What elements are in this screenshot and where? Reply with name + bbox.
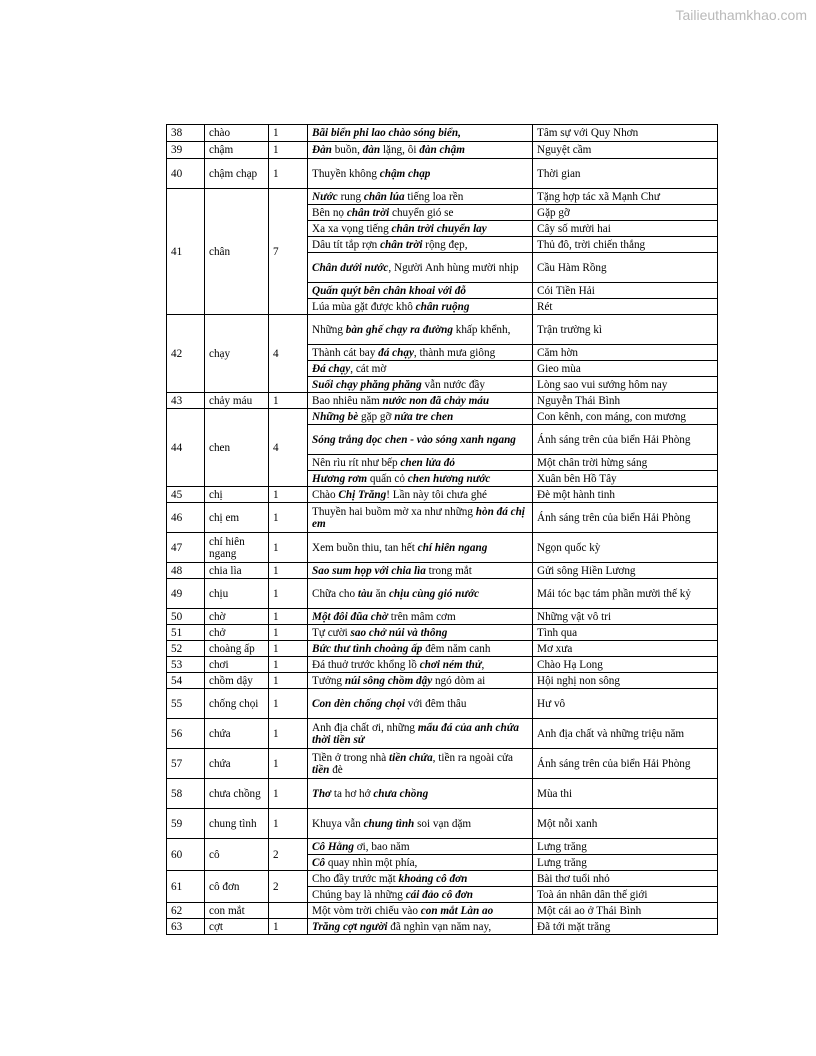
poem-source: Tặng hợp tác xã Mạnh Chư — [533, 189, 718, 205]
entry-number: 58 — [167, 779, 205, 809]
entry-word: chứa — [205, 719, 269, 749]
example-text: gặp gỡ — [358, 410, 395, 423]
example-text: Tiền ở trong nhà — [312, 751, 389, 764]
highlighted-phrase: Trăng cợt người — [312, 920, 388, 933]
entry-number: 62 — [167, 903, 205, 919]
poem-source: Ngọn quốc kỳ — [533, 533, 718, 563]
table-row — [167, 903, 718, 919]
entry-count: 1 — [269, 579, 308, 609]
example-line — [308, 345, 533, 361]
table-row — [167, 503, 718, 533]
poem-source: Cây số mười hai — [533, 221, 718, 237]
entry-word: chảy máu — [205, 393, 269, 409]
entry-word: chị — [205, 487, 269, 503]
table-row — [167, 533, 718, 563]
entry-word: chống chọi — [205, 689, 269, 719]
example-text: Thuyền không — [312, 167, 380, 180]
table-row — [167, 142, 718, 159]
table-row — [167, 579, 718, 609]
highlighted-phrase: chen lửa đỏ — [400, 456, 455, 469]
table-row — [167, 871, 718, 887]
poem-source: Ánh sáng trên của biển Hải Phòng — [533, 425, 718, 455]
table-row — [167, 641, 718, 657]
example-line — [308, 125, 533, 142]
example-text: , — [481, 658, 485, 671]
poem-source: Mùa thi — [533, 779, 718, 809]
entry-word: chân — [205, 189, 269, 315]
table-row — [167, 919, 718, 935]
entry-number: 40 — [167, 159, 205, 189]
poem-source: Một chân trời hừng sáng — [533, 455, 718, 471]
highlighted-phrase: mẩu đá của anh chứa thời tiền sử — [312, 721, 520, 746]
highlighted-phrase: bàn ghế chạy ra đường — [345, 323, 453, 336]
entry-number: 59 — [167, 809, 205, 839]
example-line — [308, 189, 533, 205]
example-text: Xem buồn thiu, tan hết — [312, 541, 418, 554]
highlighted-phrase: Hương rơm — [312, 472, 368, 485]
example-text: Thành cát bay — [312, 346, 379, 359]
entry-number: 42 — [167, 315, 205, 393]
table-row — [167, 779, 718, 809]
entry-word: chạy — [205, 315, 269, 393]
example-line — [308, 425, 533, 455]
poem-source: Gửi sông Hiền Lương — [533, 563, 718, 579]
example-text: vẫn nước đầy — [421, 378, 485, 391]
entry-count: 4 — [269, 409, 308, 487]
entry-number: 55 — [167, 689, 205, 719]
highlighted-phrase: Quấn quýt bên chân khoai với đỗ — [312, 284, 466, 297]
entry-count: 1 — [269, 719, 308, 749]
highlighted-phrase: đàn chậm — [419, 144, 465, 156]
highlighted-phrase: Một đôi đũa chờ — [312, 610, 388, 623]
poem-source: Hư vô — [533, 689, 718, 719]
example-line — [308, 142, 533, 159]
poem-source: Xuân bên Hồ Tây — [533, 471, 718, 487]
vocabulary-table-body — [167, 125, 718, 935]
highlighted-phrase: Sao sum họp với chia lìa — [312, 564, 426, 577]
highlighted-phrase: chân trời chuyển lay — [391, 222, 487, 235]
example-text: Lúa mùa gặt được khô — [312, 300, 416, 313]
entry-number: 47 — [167, 533, 205, 563]
entry-number: 51 — [167, 625, 205, 641]
entry-count: 1 — [269, 609, 308, 625]
example-line — [308, 779, 533, 809]
highlighted-phrase: chân trời — [346, 206, 390, 219]
highlighted-phrase: Đàn — [312, 144, 332, 156]
poem-source: Gieo mùa — [533, 361, 718, 377]
example-text: Nên rìu rít như bếp — [312, 456, 401, 469]
example-line — [308, 393, 533, 409]
poem-source: Tình qua — [533, 625, 718, 641]
example-text: Bên nọ — [312, 206, 347, 219]
example-line — [308, 487, 533, 503]
example-text: ! Lần này tôi chưa ghé — [386, 488, 488, 501]
example-line — [308, 299, 533, 315]
example-line — [308, 455, 533, 471]
example-text: Dâu tít tắp rợn — [312, 238, 381, 251]
example-text: với đêm thâu — [404, 697, 467, 710]
example-line — [308, 503, 533, 533]
example-line — [308, 283, 533, 299]
poem-source: Cầu Hàm Rồng — [533, 253, 718, 283]
example-line — [308, 409, 533, 425]
entry-word: chào — [205, 125, 269, 142]
table-row — [167, 315, 718, 345]
example-text: , Người Anh hùng mười nhịp — [388, 261, 519, 274]
highlighted-phrase: Suối chạy phăng phăng — [312, 378, 422, 391]
highlighted-phrase: tiền chứa — [388, 751, 433, 764]
highlighted-phrase: chân trời — [380, 238, 423, 251]
highlighted-phrase: tiền — [312, 763, 330, 776]
example-line — [308, 673, 533, 689]
example-line — [308, 237, 533, 253]
highlighted-phrase: Cô — [312, 856, 326, 869]
table-row — [167, 487, 718, 503]
entry-count: 1 — [269, 125, 308, 142]
example-line — [308, 657, 533, 673]
highlighted-phrase: Nước — [312, 190, 338, 203]
entry-word: choàng ấp — [205, 641, 269, 657]
poem-source: Đã tới mặt trăng — [533, 919, 718, 935]
example-text: đã nghìn vạn năm nay, — [387, 920, 492, 933]
poem-source: Thời gian — [533, 159, 718, 189]
poem-source: Trận trường kì — [533, 315, 718, 345]
example-text: rộng đẹp, — [422, 238, 468, 251]
highlighted-phrase: chịu cùng gió nước — [388, 587, 480, 600]
example-line — [308, 315, 533, 345]
entry-number: 41 — [167, 189, 205, 315]
entry-count: 7 — [269, 189, 308, 315]
example-line — [308, 871, 533, 887]
example-line — [308, 533, 533, 563]
highlighted-phrase: chưa chồng — [373, 787, 429, 800]
entry-word: chung tình — [205, 809, 269, 839]
example-line — [308, 377, 533, 393]
highlighted-phrase: nước non đã chảy máu — [382, 394, 490, 407]
example-text: ta hơ hớ — [331, 787, 374, 800]
example-line — [308, 221, 533, 237]
entry-word: cô — [205, 839, 269, 871]
vocabulary-table — [166, 124, 718, 935]
example-text: Khuya vẫn — [312, 817, 364, 830]
example-text: , tiền ra ngoài cửa — [432, 751, 513, 764]
example-line — [308, 887, 533, 903]
example-line — [308, 719, 533, 749]
entry-word: chịu — [205, 579, 269, 609]
example-text: Thuyền hai buồm mờ xa như những — [312, 505, 476, 518]
table-row — [167, 625, 718, 641]
example-text: chuyển gió se — [389, 206, 454, 219]
entry-word: chen — [205, 409, 269, 487]
table-row — [167, 749, 718, 779]
entry-word: chậm — [205, 142, 269, 159]
example-text: soi vạn dặm — [414, 817, 472, 830]
highlighted-phrase: cái đảo cô đơn — [405, 888, 473, 901]
entry-word: chậm chạp — [205, 159, 269, 189]
example-text: , thành mưa giông — [413, 346, 496, 359]
entry-word: chí hiên ngang — [205, 533, 269, 563]
poem-source: Ánh sáng trên của biển Hải Phòng — [533, 749, 718, 779]
entry-word: chở — [205, 625, 269, 641]
example-text: quấn cỏ — [367, 472, 408, 485]
entry-count: 1 — [269, 641, 308, 657]
poem-source: Mái tóc bạc tám phần mười thế kỷ — [533, 579, 718, 609]
entry-number: 48 — [167, 563, 205, 579]
watermark-text: Tailieuthamkhao.com — [675, 7, 807, 23]
example-text: ăn — [372, 587, 389, 600]
example-text: Tự cười — [312, 626, 351, 639]
entry-word: con mắt — [205, 903, 269, 919]
entry-count: 2 — [269, 871, 308, 903]
example-line — [308, 839, 533, 855]
poem-source: Một cái ao ở Thái Bình — [533, 903, 718, 919]
table-row — [167, 719, 718, 749]
highlighted-phrase: đàn — [362, 144, 381, 156]
table-row — [167, 189, 718, 205]
poem-source: Đè một hành tinh — [533, 487, 718, 503]
highlighted-phrase: con mắt Làn ao — [420, 904, 494, 917]
table-row — [167, 125, 718, 142]
entry-number: 43 — [167, 393, 205, 409]
highlighted-phrase: chí hiên ngang — [417, 541, 488, 554]
highlighted-phrase: núi sông chồm dậy — [344, 674, 433, 687]
table-row — [167, 673, 718, 689]
entry-number: 49 — [167, 579, 205, 609]
entry-count: 4 — [269, 315, 308, 393]
poem-source: Nguyệt cầm — [533, 142, 718, 159]
example-line — [308, 361, 533, 377]
example-text: Đá thuở trước khổng lồ — [312, 658, 420, 671]
example-line — [308, 253, 533, 283]
example-text: ngó dòm ai — [432, 674, 486, 687]
entry-number: 46 — [167, 503, 205, 533]
poem-source: Gặp gỡ — [533, 205, 718, 221]
poem-source: Căm hờn — [533, 345, 718, 361]
example-text: Cho đầy trước mặt — [312, 872, 399, 885]
entry-count: 1 — [269, 809, 308, 839]
example-line — [308, 749, 533, 779]
example-text: đè — [329, 763, 343, 776]
entry-number: 56 — [167, 719, 205, 749]
entry-word: chơi — [205, 657, 269, 673]
example-text: khấp khểnh, — [452, 323, 511, 336]
example-line — [308, 625, 533, 641]
highlighted-phrase: nứa tre chen — [394, 410, 454, 423]
highlighted-phrase: chậm chạp — [379, 167, 431, 180]
highlighted-phrase: chân lúa — [363, 190, 405, 203]
entry-word: chị em — [205, 503, 269, 533]
entry-number: 54 — [167, 673, 205, 689]
entry-count: 1 — [269, 563, 308, 579]
entry-word: chưa chồng — [205, 779, 269, 809]
poem-source: Chào Hạ Long — [533, 657, 718, 673]
highlighted-phrase: Thơ — [312, 787, 332, 800]
example-line — [308, 205, 533, 221]
entry-count: 1 — [269, 159, 308, 189]
example-text: trong mắt — [425, 564, 472, 577]
poem-source: Lưng trăng — [533, 855, 718, 871]
example-line — [308, 579, 533, 609]
highlighted-phrase: Bãi biển phi lao chào sóng biển, — [312, 127, 461, 139]
example-text: Những — [312, 323, 346, 336]
entry-number: 44 — [167, 409, 205, 487]
example-text: lặng, ôi — [380, 144, 420, 156]
highlighted-phrase: Đá chạy — [312, 362, 351, 375]
highlighted-phrase: Cô Hằng — [312, 840, 354, 853]
poem-source: Một nỗi xanh — [533, 809, 718, 839]
example-line — [308, 159, 533, 189]
example-text: đêm năm canh — [422, 642, 491, 655]
poem-source: Tâm sự với Quy Nhơn — [533, 125, 718, 142]
example-text: Một vòm trời chiếu vào — [312, 904, 421, 917]
highlighted-phrase: chơi ném thử — [419, 658, 482, 671]
poem-source: Bài thơ tuổi nhỏ — [533, 871, 718, 887]
highlighted-phrase: Chân dưới nước — [312, 261, 389, 274]
highlighted-phrase: tàu — [357, 587, 373, 600]
table-row — [167, 159, 718, 189]
entry-count: 1 — [269, 657, 308, 673]
poem-source: Lòng sao vui sướng hôm nay — [533, 377, 718, 393]
example-line — [308, 641, 533, 657]
example-text: Tưởng — [312, 674, 345, 687]
highlighted-phrase: Những bè — [312, 410, 359, 423]
entry-number: 60 — [167, 839, 205, 871]
example-line — [308, 609, 533, 625]
table-row — [167, 839, 718, 855]
entry-number: 38 — [167, 125, 205, 142]
highlighted-phrase: khoảng cô đơn — [398, 872, 468, 885]
entry-number: 50 — [167, 609, 205, 625]
entry-number: 52 — [167, 641, 205, 657]
highlighted-phrase: chen hương nước — [407, 472, 491, 485]
example-text: ơi, bao năm — [353, 840, 410, 853]
table-row — [167, 689, 718, 719]
poem-source: Những vật vô tri — [533, 609, 718, 625]
entry-count: 1 — [269, 503, 308, 533]
entry-count: 1 — [269, 689, 308, 719]
highlighted-phrase: Chị Trăng — [338, 488, 387, 501]
entry-count: 1 — [269, 749, 308, 779]
entry-word: chờ — [205, 609, 269, 625]
example-line — [308, 855, 533, 871]
poem-source: Hội nghị non sông — [533, 673, 718, 689]
poem-source: Anh địa chất và những triệu năm — [533, 719, 718, 749]
example-text: buồn, — [331, 144, 363, 156]
example-text: tiếng loa rền — [404, 190, 464, 203]
highlighted-phrase: chung tình — [363, 817, 415, 830]
entry-count: 1 — [269, 919, 308, 935]
example-text: Chúng bay là những — [312, 888, 406, 901]
entry-count: 1 — [269, 625, 308, 641]
poem-source: Con kênh, con máng, con mương — [533, 409, 718, 425]
example-text: Bao nhiêu năm — [312, 394, 383, 407]
poem-source: Ánh sáng trên của biển Hải Phòng — [533, 503, 718, 533]
example-line — [308, 903, 533, 919]
highlighted-phrase: Bức thư tình choàng ấp — [312, 642, 423, 655]
entry-count: 1 — [269, 779, 308, 809]
poem-source: Thủ đô, trời chiến thắng — [533, 237, 718, 253]
entry-number: 39 — [167, 142, 205, 159]
entry-word: chồm dậy — [205, 673, 269, 689]
entry-word: chứa — [205, 749, 269, 779]
entry-word: cợt — [205, 919, 269, 935]
entry-count: 1 — [269, 487, 308, 503]
example-line — [308, 809, 533, 839]
example-text: Chữa cho — [312, 587, 358, 600]
highlighted-phrase: chân ruộng — [415, 300, 470, 313]
entry-count: 1 — [269, 673, 308, 689]
table-row — [167, 563, 718, 579]
highlighted-phrase: đá chạy — [378, 346, 414, 359]
highlighted-phrase: sao chở núi và thông — [350, 626, 448, 639]
table-row — [167, 609, 718, 625]
entry-count: 1 — [269, 533, 308, 563]
poem-source: Rét — [533, 299, 718, 315]
table-row — [167, 657, 718, 673]
highlighted-phrase: hòn đá chị em — [312, 505, 525, 530]
table-row — [167, 809, 718, 839]
highlighted-phrase: Con dèn chống chọi — [312, 697, 405, 710]
poem-source: Nguyễn Thái Bình — [533, 393, 718, 409]
entry-count: 1 — [269, 393, 308, 409]
example-line — [308, 563, 533, 579]
example-text: quay nhìn một phía, — [325, 856, 418, 869]
entry-number: 61 — [167, 871, 205, 903]
highlighted-phrase: Sóng trắng dọc chen - vào sóng xanh ngang — [312, 433, 516, 446]
poem-source: Toà án nhân dân thế giới — [533, 887, 718, 903]
entry-count: 1 — [269, 142, 308, 159]
entry-word: chia lìa — [205, 563, 269, 579]
entry-number: 53 — [167, 657, 205, 673]
poem-source: Lưng trăng — [533, 839, 718, 855]
table-row — [167, 393, 718, 409]
example-text: rung — [337, 190, 364, 203]
entry-word: cô đơn — [205, 871, 269, 903]
example-line — [308, 919, 533, 935]
entry-number: 63 — [167, 919, 205, 935]
entry-number: 45 — [167, 487, 205, 503]
entry-number: 57 — [167, 749, 205, 779]
table-row — [167, 409, 718, 425]
example-text: Chào — [312, 488, 339, 501]
poem-source: Cói Tiền Hải — [533, 283, 718, 299]
example-text: , cát mờ — [350, 362, 387, 375]
entry-count — [269, 903, 308, 919]
example-text: trên mâm cơm — [387, 610, 456, 623]
example-line — [308, 471, 533, 487]
example-text: Anh địa chất ơi, những — [312, 721, 418, 734]
poem-source: Mơ xưa — [533, 641, 718, 657]
entry-count: 2 — [269, 839, 308, 871]
example-line — [308, 689, 533, 719]
example-text: Xa xa vọng tiếng — [312, 222, 392, 235]
